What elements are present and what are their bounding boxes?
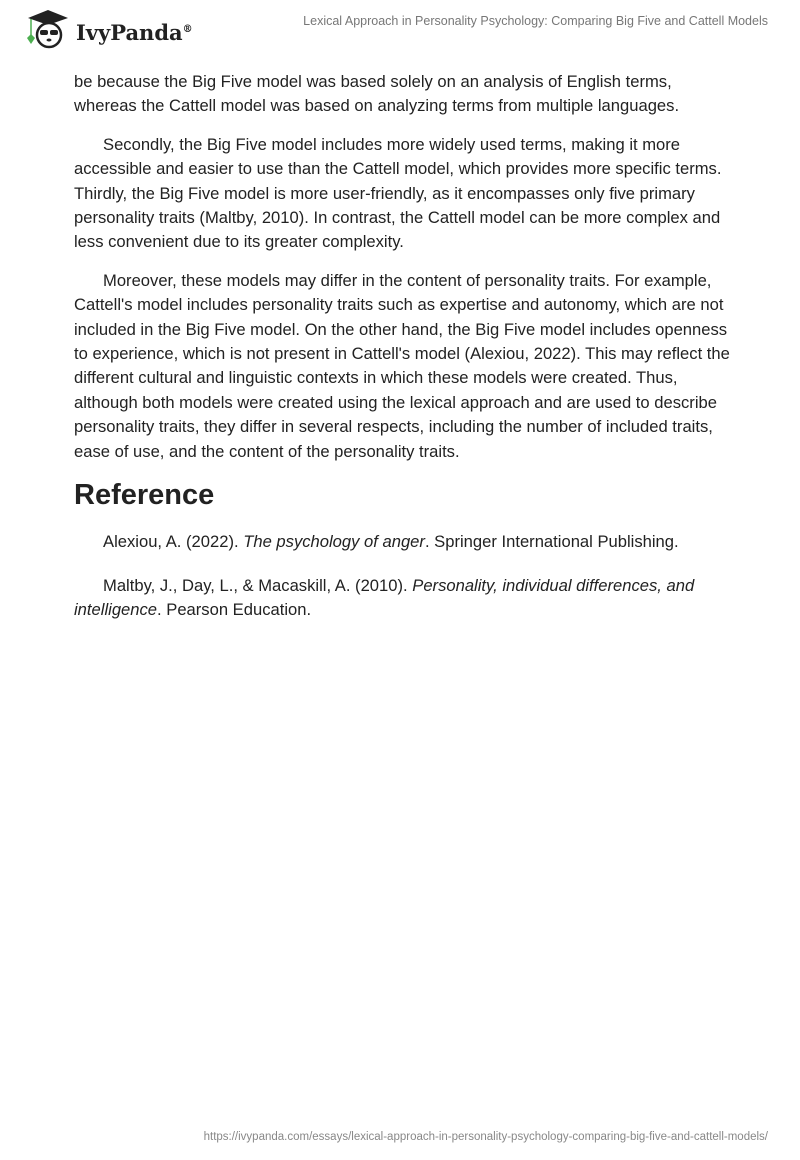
ref-authors: Maltby, J., Day, L., & Macaskill, A. (2010).	[103, 575, 413, 595]
registered-mark: ®	[182, 23, 193, 35]
paragraph: Secondly, the Big Five model includes more widely used terms, making it more accessible and easier to use than the Cattell model, which provides more specific terms. Thirdly, the Big Five model is more user-friendly, as it encompasses only five primary personality traits (Maltby, 2010). In contrast, the Cattell model can be more complex and less convenient due to its greater complexity.	[74, 134, 722, 252]
ref-title: The psychology of anger	[243, 532, 425, 552]
document-title: Lexical Approach in Personality Psychology: Comparing Big Five and Cattell Models	[303, 14, 768, 28]
panda-graduate-icon	[22, 8, 72, 50]
paragraph: Moreover, these models may differ in the content of personality traits. For example, Cattell's model includes personality traits such as expertise and autonomy, which are not included in the Big Five model. On the other hand, the Big Five model includes openness to experience, which is not present in Cattell's model (Alexiou, 2022). This may reflect the different cultural and linguistic contexts in which these models were created. Thus, although both models were created using the lexical approach and are used to describe personality traits, they differ in several respects, including the number of included traits, ease of use, and the content of the personality traits.	[74, 270, 730, 461]
reference-item	[74, 530, 734, 554]
source-url[interactable]: https://ivypanda.com/essays/lexical-approach-in-personality-psychology-comparing-big-five-and-cattell-models/	[203, 1131, 768, 1143]
ivypanda-logo[interactable]	[22, 8, 193, 50]
logo-name: IvyPanda	[76, 19, 183, 45]
paragraph: be because the Big Five model was based solely on an analysis of English terms, whereas the Cattell model was based on analyzing terms from multiple languages.	[74, 72, 680, 116]
ref-authors: Alexiou, A. (2022).	[103, 532, 244, 552]
logo-text	[76, 20, 193, 45]
ref-title: Personality, individual differences, and intelligence	[74, 575, 695, 619]
essay-body	[74, 70, 734, 641]
ref-publisher: . Springer International Publishing.	[424, 532, 679, 552]
reference-item	[74, 574, 734, 623]
ref-publisher: . Pearson Education.	[157, 599, 312, 619]
reference-heading: Reference	[74, 479, 215, 512]
